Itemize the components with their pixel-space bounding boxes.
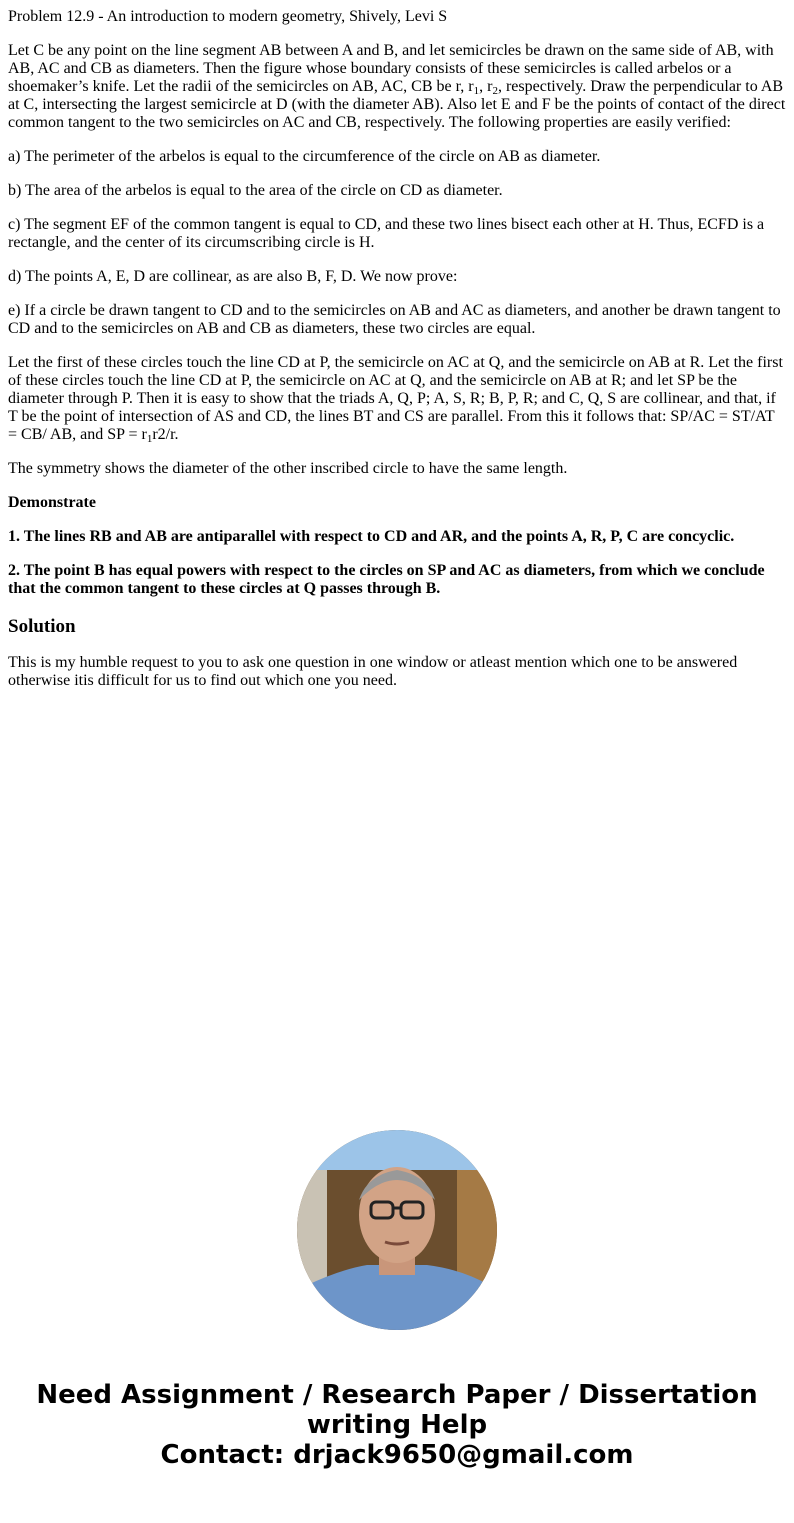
footer-help-text: Need Assignment / Research Paper / Dissertation writing Help [36, 1380, 758, 1440]
property-b: b) The area of the arbelos is equal to the area of the circle on CD as diameter. [8, 182, 503, 199]
subscript: 1 [473, 85, 480, 97]
footer-banner [8, 1380, 786, 1470]
symmetry-paragraph: The symmetry shows the diameter of the other inscribed circle to have the same length. [8, 460, 568, 477]
property-e: e) If a circle be drawn tangent to CD and to the semicircles on AB and AC as diameters, and another be drawn tangent to CD and to the semicircles on AB and CB as diameters, these two circles are equal. [8, 302, 781, 337]
problem-title: Problem 12.9 - An introduction to modern geometry, Shively, Levi S [8, 8, 448, 25]
task-1: 1. The lines RB and AB are antiparallel with respect to CD and AR, and the points A, R, P, C are concyclic. [8, 528, 735, 545]
intro-paragraph [8, 42, 786, 132]
property-c: c) The segment EF of the common tangent is equal to CD, and these two lines bisect each other at H. Thus, ECFD is a rectangle, and the center of its circumscribing circle is H. [8, 216, 765, 251]
property-a: a) The perimeter of the arbelos is equal to the circumference of the circle on AB as diameter. [8, 148, 601, 165]
demonstrate-heading: Demonstrate [8, 494, 96, 511]
proof-text: r2/r. [152, 426, 179, 443]
solution-heading: Solution [8, 616, 76, 637]
intro-text: Let C be any point on the line segment AB between A and B, and let semicircles be drawn on the same side of AB, with AB, AC and CB as diameters. Then the figure whose boundary consists of these semicircles is called arbelos or a shoemaker’s knife. Let the radii of the semicircles on AB, AC, CB be r, r [8, 42, 774, 95]
proof-text: Let the first of these circles touch the line CD at P, the semicircle on AC at Q, and the semicircle on AB at R. Let the first of these circles touch the line CD at P, the semicircle on AC at Q, and the semicircle on AB at R; and let SP be the diameter through P. Then it is easy to show that the triads A, Q, P; A, S, R; B, P, R; and C, Q, S are collinear, and that, if T be the point of intersection of AS and CD, the lines BT and CS are parallel. From this it follows that: SP/AC = ST/AT = CB/ AB, and SP = r [8, 354, 783, 443]
property-d: d) The points A, E, D are collinear, as are also B, F, D. We now prove: [8, 268, 458, 285]
solution-text: This is my humble request to you to ask one question in one window or atleast mention which one to be answered otherwise itis difficult for us to find out which one you need. [8, 654, 738, 689]
author-photo [297, 1130, 497, 1330]
footer-contact: Contact: drjack9650@gmail.com [160, 1440, 634, 1470]
intro-text: , r [479, 78, 493, 95]
subscript: 2 [492, 85, 498, 97]
task-2: 2. The point B has equal powers with respect to the circles on SP and AC as diameters, from which we conclude that the common tangent to these circles at Q passes through B. [8, 562, 765, 597]
subscript: 1 [146, 433, 153, 445]
proof-paragraph [8, 354, 786, 444]
intro-text: , respectively. Draw the perpendicular to AB at C, intersecting the largest semicircle at D (with the diameter AB). Also let E and F be the points of contact of the direct common tangent to the two semicircles on AC and CB, respectively. The following properties are easily verified: [8, 78, 786, 131]
